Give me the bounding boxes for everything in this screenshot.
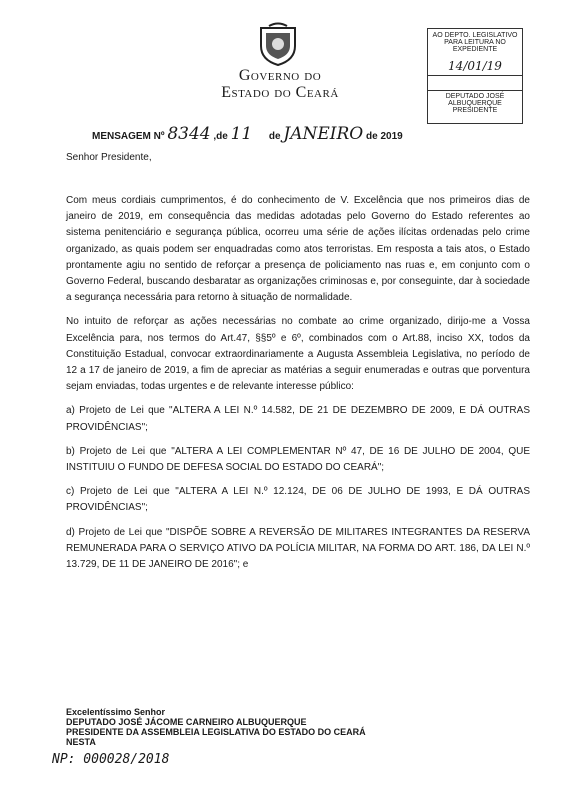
protocol-number-handwritten: NP: 000028/2018: [52, 752, 170, 767]
message-de-2: de: [268, 131, 281, 142]
stamp-line-4: PRESIDENTE: [452, 107, 498, 114]
paragraph: No intuito de reforçar as ações necessárias no combate ao crime organizado, dirijo-me a Vossa Excelência para, nos termos do Art.47, §§5º e 6º, combinados com o Art.88, inciso XX, todos da Constituição Estadual, convocar extraordinariamente a Augusta Assembleia Legislativa, no período de 12 a 17 de janeiro de 2019, a fim de apreciar as matérias a seguir enumeradas e outras que porventura sejam enviadas, todas urgentes e de relevante interesse público:: [66, 316, 530, 393]
list-item: b) Projeto de Lei que "ALTERA A LEI COMPLEMENTAR Nº 47, DE 16 DE JULHO DE 2004, QUE INSTITUIU O FUNDO DE DEFESA SOCIAL DO ESTADO DO CEARÁ";: [66, 445, 530, 474]
stamp-handwritten-date: 14/01/19: [428, 59, 522, 76]
addressee-line-3: PRESIDENTE DA ASSEMBLEIA LEGISLATIVA DO ESTADO DO CEARÁ: [66, 727, 366, 737]
addressee-line-1: Excelentíssimo Senhor: [66, 707, 166, 717]
government-line-2: Estado do Ceará: [221, 84, 339, 101]
paragraph: Com meus cordiais cumprimentos, é do conhecimento de V. Excelência que nos primeiros dias de janeiro de 2019, em consequência das medidas adotadas pelo Governo do Estado referentes ao sistema penitenciário e segurança pública, ocorreu uma série de ações ilícitas ordenadas pelo crime organizado, as quais podem ser enquadradas como atos terroristas. Em resposta a tais atos, o Estado prontamente agiu no sentido de reforçar a presença de policiamento nas ruas e, em conjunto com o Governo Federal, buscando desbaratar as organizações criminosas e, por conseguinte, dar à sociedade a segurança necessária para retorno à situação de normalidade.: [66, 195, 530, 304]
salutation: Senhor Presidente,: [66, 152, 152, 163]
stamp-line-1: AO DEPTO. LEGISLATIVO: [432, 32, 518, 39]
addressee-block: [66, 707, 366, 747]
message-day: 11: [230, 124, 253, 144]
addressee-line-2: DEPUTADO JOSÉ JÁCOME CARNEIRO ALBUQUERQUE: [66, 717, 307, 727]
message-number: 8344: [167, 124, 211, 144]
reception-stamp: [427, 28, 523, 124]
list-item: d) Projeto de Lei que "DISPÕE SOBRE A REVERSÃO DE MILITARES INTEGRANTES DA RESERVA REMUNERADA PARA O SERVIÇO ATIVO DA POLÍCIA MILITAR, NA FORMA DO ART. 186, DA LEI N.º 13.729, DE 11 DE JANEIRO DE 2016"; e: [66, 526, 530, 571]
stamp-line-3: DEPUTADO JOSÉ ALBUQUERQUE: [428, 90, 522, 107]
list-item: c) Projeto de Lei que "ALTERA A LEI N.º 12.124, DE 06 DE JULHO DE 1993, E DÁ OUTRAS PROVIDÊNCIAS";: [66, 486, 530, 514]
letter-body: [66, 193, 530, 581]
message-label: MENSAGEM Nº: [92, 131, 165, 142]
government-line-1: Governo do: [238, 67, 322, 84]
message-de-3: de: [366, 131, 378, 142]
message-month: JANEIRO: [283, 124, 364, 144]
list-item: a) Projeto de Lei que "ALTERA A LEI N.º 14.582, DE 21 DE DEZEMBRO DE 2009, E DÁ OUTRAS PROVIDÊNCIAS";: [66, 405, 530, 433]
addressee-line-4: NESTA: [66, 737, 96, 747]
stamp-line-2: PARA LEITURA NO EXPEDIENTE: [444, 39, 506, 53]
message-year: 2019: [380, 131, 403, 142]
government-header: [200, 67, 360, 101]
message-header: [92, 124, 403, 144]
message-de-1: ,de: [213, 131, 228, 142]
state-crest-icon: [257, 22, 299, 66]
